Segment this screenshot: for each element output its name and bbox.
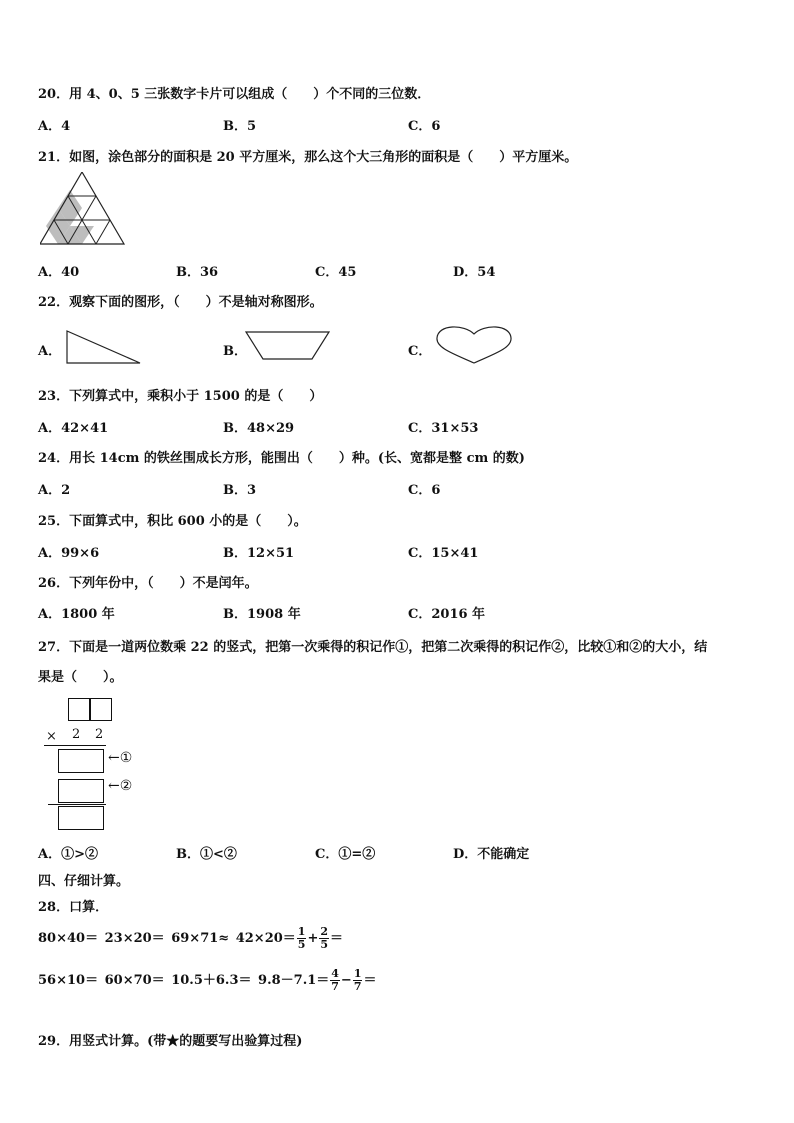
plus-sign: +: [307, 931, 319, 946]
calc-item: 10.5＋6.3＝: [171, 973, 252, 988]
denominator: 7: [353, 980, 362, 993]
fraction: [353, 968, 363, 993]
q27-option-c: C．①=②: [315, 847, 376, 862]
fraction: [297, 926, 307, 951]
q23-option-b: B．48×29: [223, 421, 295, 436]
final-product-box: [58, 806, 104, 830]
q21-option-d: D．54: [453, 265, 496, 280]
multiplier-tens: 2: [72, 727, 81, 742]
question-23: 23．下列算式中，乘积小于 1500 的是（ ）: [38, 389, 323, 404]
equals-sign: ＝: [330, 931, 344, 946]
q25-option-a: A．99×6: [38, 546, 100, 561]
first-product-box: [58, 749, 104, 773]
triangle-figure: [40, 172, 130, 248]
question-27-line2: 果是（ ）。: [38, 670, 123, 685]
calc-item: 42×20＝: [235, 931, 296, 946]
question-22: 22．观察下面的图形，（ ）不是轴对称图形。: [38, 295, 323, 310]
q25-option-b: B．12×51: [223, 546, 295, 561]
numerator: 1: [353, 967, 362, 980]
question-27-line1: 27．下面是一道两位数乘 22 的竖式，把第一次乘得的积记作①，把第二次乘得的积记作②，比较①和②的大小，结: [38, 640, 708, 655]
q20-option-b: B．5: [223, 119, 257, 134]
minus-sign: −: [340, 973, 352, 988]
question-25: 25．下面算式中，积比 600 小的是（ ）。: [38, 514, 307, 529]
q26-option-b: B．1908 年: [223, 607, 301, 622]
q22-option-c: C．: [408, 344, 432, 359]
second-product-box: [58, 779, 104, 803]
numerator: 2: [320, 925, 329, 938]
arrow-1: ←①: [108, 750, 133, 766]
calc-item: 80×40＝: [38, 931, 99, 946]
q23-option-a: A．42×41: [38, 421, 109, 436]
trapezoid-shape: [244, 330, 332, 362]
q22-option-a: A．: [38, 344, 62, 359]
calc-item: 69×71≈: [171, 931, 230, 946]
denominator: 7: [331, 980, 339, 993]
q27-option-b: B．①<②: [176, 847, 237, 862]
q23-option-c: C．31×53: [408, 421, 479, 436]
calc-item: 9.8－7.1＝: [258, 973, 330, 988]
q26-option-a: A．1800 年: [38, 607, 115, 622]
question-26: 26．下列年份中，（ ）不是闰年。: [38, 576, 258, 591]
q22-option-b: B．: [223, 344, 247, 359]
denominator: 5: [320, 938, 329, 951]
q20-option-c: C．6: [408, 119, 441, 134]
question-29: 29．用竖式计算。(带★的题要写出验算过程): [38, 1034, 303, 1049]
q27-option-d: D．不能确定: [453, 847, 530, 862]
q24-option-b: B．3: [223, 483, 257, 498]
right-triangle-shape: [64, 328, 144, 366]
times-sign: ×: [46, 729, 57, 744]
heart-shape: [434, 324, 514, 366]
numerator: 4: [331, 967, 339, 980]
arrow-2: ←②: [108, 778, 133, 794]
multiplier-ones: 2: [95, 727, 104, 742]
q25-option-c: C．15×41: [408, 546, 479, 561]
q21-option-c: C．45: [315, 265, 357, 280]
question-20: 20．用 4、0、5 三张数字卡片可以组成（ ）个不同的三位数．: [38, 87, 431, 102]
question-21: 21．如图，涂色部分的面积是 20 平方厘米，那么这个大三角形的面积是（ ）平方厘米。: [38, 150, 578, 165]
fraction: [330, 968, 340, 993]
ones-digit-box: [90, 698, 112, 721]
fraction: [319, 926, 329, 951]
sum-line: [48, 804, 106, 805]
calc-item: 56×10＝: [38, 973, 99, 988]
mental-calc-row-2: [38, 968, 377, 993]
q26-option-c: C．2016 年: [408, 607, 486, 622]
q24-option-a: A．2: [38, 483, 71, 498]
divider-line: [44, 745, 106, 746]
equals-sign: ＝: [363, 973, 377, 988]
mental-calc-row-1: [38, 926, 343, 951]
numerator: 1: [297, 925, 306, 938]
calc-item: 23×20＝: [104, 931, 165, 946]
calc-item: 60×70＝: [104, 973, 165, 988]
question-24: 24．用长 14cm 的铁丝围成长方形，能围出（ ）种。(长、宽都是整 cm 的数): [38, 451, 525, 466]
section-heading: 四、仔细计算。: [38, 874, 130, 889]
tens-digit-box: [68, 698, 90, 721]
question-28: 28．口算．: [38, 900, 109, 915]
q24-option-c: C．6: [408, 483, 441, 498]
q27-option-a: A．①>②: [38, 847, 98, 862]
q21-option-a: A．40: [38, 265, 80, 280]
q20-option-a: A．4: [38, 119, 71, 134]
q21-option-b: B．36: [176, 265, 219, 280]
denominator: 5: [297, 938, 306, 951]
